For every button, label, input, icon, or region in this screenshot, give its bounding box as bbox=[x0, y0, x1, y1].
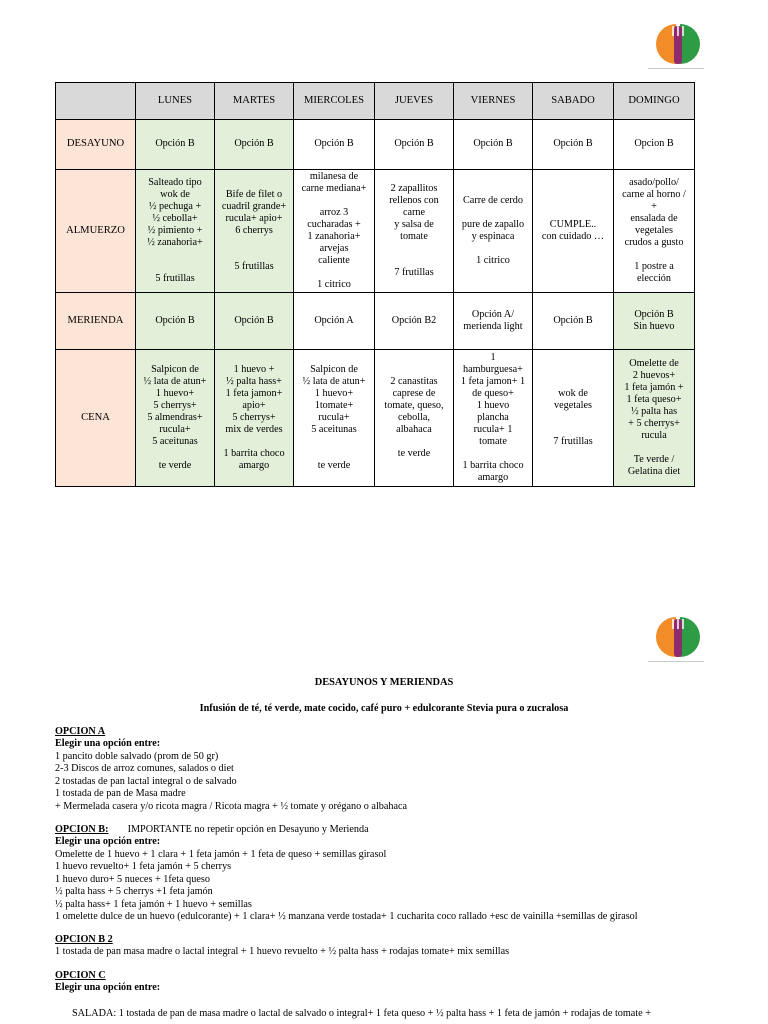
table-cell bbox=[614, 350, 695, 487]
cell-text: Omelette de 2 huevos+ 1 feta jamón + 1 feta queso+ ½ palta has + 5 cherrys+ rucula Te verde / Gelatina diet bbox=[624, 358, 684, 478]
table-cell bbox=[614, 293, 695, 350]
cell-text: asado/pollo/ carne al horno / + ensalada de vegetales crudos a gusto 1 postre a elección bbox=[622, 177, 686, 285]
nutrition-logo bbox=[654, 20, 702, 68]
table-cell bbox=[454, 293, 533, 350]
day-header: SABADO bbox=[533, 83, 614, 120]
list-item: 1 huevo duro+ 5 nueces + 1feta queso bbox=[55, 873, 210, 885]
list-item: 2 tostadas de pan lactal integral o de salvado bbox=[55, 775, 237, 787]
cell-text: Salpicon de ½ lata de atun+ 1 huevo+ 1tomate+ rucula+ 5 aceitunas te verde bbox=[302, 364, 366, 472]
list-item: + Mermelada casera y/o ricota magra / Ricota magra + ½ tomate y orégano o albahaca bbox=[55, 800, 408, 812]
table-cell bbox=[454, 350, 533, 487]
cell-text: Carre de cerdo pure de zapallo y espinaca 1 citrico bbox=[461, 195, 525, 267]
cell-text: CUMPLE.. con cuidado … bbox=[541, 219, 605, 243]
section-title: DESAYUNOS Y MERIENDAS bbox=[314, 677, 454, 688]
cell-text: Opción B Sin huevo bbox=[633, 309, 675, 333]
table-cell bbox=[215, 350, 294, 487]
table-row bbox=[56, 350, 695, 487]
list-item: 1 tostada de pan masa madre o lactal integral + 1 huevo revuelto + ½ palta hass + rodajas tomate+ mix semillas bbox=[55, 946, 510, 958]
cell-text: Opción B bbox=[234, 315, 274, 327]
opcion-b2-heading: OPCION B 2 bbox=[55, 934, 113, 945]
table-row bbox=[56, 120, 695, 170]
day-header: MARTES bbox=[215, 83, 294, 120]
list-item: 1 huevo revuelto+ 1 feta jamón + 5 cherrys bbox=[55, 861, 232, 873]
meal-label: DESAYUNO bbox=[56, 120, 136, 170]
opcion-c-block bbox=[55, 970, 160, 995]
table-cell bbox=[454, 170, 533, 293]
day-header: MIERCOLES bbox=[294, 83, 375, 120]
table-cell bbox=[454, 120, 533, 170]
table-cell bbox=[294, 293, 375, 350]
cell-text: Salteado tipo wok de ½ pechuga + ½ cebolla+ ½ pimiento + ½ zanahoria+ 5 frutillas bbox=[147, 177, 203, 285]
cell-text: Bife de filet o cuadril grande+ rucula+ apio+ 6 cherrys 5 frutillas bbox=[221, 189, 287, 273]
table-row bbox=[56, 170, 695, 293]
table-cell bbox=[614, 170, 695, 293]
opcion-b-note: IMPORTANTE no repetir opción en Desayuno y Merienda bbox=[127, 824, 369, 835]
cell-text: Opción B bbox=[314, 138, 354, 150]
list-item: Omelette de 1 huevo + 1 clara + 1 feta jamón + 1 feta de queso + semillas girasol bbox=[55, 848, 387, 860]
table-cell bbox=[294, 170, 375, 293]
day-header: JUEVES bbox=[375, 83, 454, 120]
cell-text: 1 huevo + ½ palta hass+ 1 feta jamon+ apio+ 5 cherrys+ mix de verdes 1 barrita choco amargo bbox=[223, 364, 285, 472]
list-item: 1 omelette dulce de un huevo (edulcorante) + 1 clara+ ½ manzana verde tostada+ 1 cucharita coco rallado +esc de vainilla +semillas de girasol bbox=[55, 911, 638, 923]
table-cell bbox=[533, 350, 614, 487]
cell-text: Opción A bbox=[314, 315, 354, 327]
choose-label: Elegir una opción entre: bbox=[55, 836, 161, 848]
cell-text: Opción B bbox=[553, 138, 593, 150]
cell-text: Opción B bbox=[553, 315, 593, 327]
table-row bbox=[56, 293, 695, 350]
table-cell bbox=[533, 293, 614, 350]
choose-label: Elegir una opción entre: bbox=[55, 738, 161, 750]
section-subtitle: Infusión de té, té verde, mate cocido, café puro + edulcorante Stevia pura o zucralosa bbox=[199, 703, 569, 714]
corner-cell bbox=[56, 83, 136, 120]
nutrition-logo bbox=[654, 613, 702, 661]
table-cell bbox=[215, 293, 294, 350]
table-cell bbox=[294, 350, 375, 487]
day-header: LUNES bbox=[136, 83, 215, 120]
opcion-b2-block bbox=[55, 934, 509, 959]
opcion-a-block bbox=[55, 726, 407, 813]
meal-label: CENA bbox=[56, 350, 136, 487]
meal-label: MERIENDA bbox=[56, 293, 136, 350]
opcion-c-salada: SALADA: 1 tostada de pan de masa madre o lactal de salvado o integral+ 1 feta queso + ½ palta hass + 1 feta de jamón + rodajas de tomate + bbox=[72, 1008, 651, 1019]
table-cell bbox=[533, 170, 614, 293]
opcion-b-block bbox=[55, 824, 638, 924]
table-cell bbox=[614, 120, 695, 170]
list-item: 1 tostada de pan de Masa madre bbox=[55, 788, 186, 800]
list-item: ½ palta hass + 5 cherrys +1 feta jamón bbox=[55, 886, 213, 898]
cell-text: Opción B bbox=[155, 315, 195, 327]
list-item: ½ palta hass+ 1 feta jamón + 1 huevo + semillas bbox=[55, 898, 252, 910]
day-header: VIERNES bbox=[454, 83, 533, 120]
cell-text: Opción B bbox=[473, 138, 513, 150]
table-cell bbox=[215, 170, 294, 293]
table-cell bbox=[375, 293, 454, 350]
list-item: 1 pancito doble salvado (prom de 50 gr) bbox=[55, 750, 219, 762]
cell-text: Opción B bbox=[234, 138, 274, 150]
opcion-b-heading: OPCION B: bbox=[55, 824, 109, 835]
day-header: DOMINGO bbox=[614, 83, 695, 120]
list-item: 2-3 Discos de arroz comunes, salados o diet bbox=[55, 763, 234, 775]
opcion-a-heading: OPCION A bbox=[55, 726, 106, 737]
logo-underline bbox=[648, 661, 704, 662]
cell-text: Opción B bbox=[155, 138, 195, 150]
table-cell bbox=[136, 120, 215, 170]
cell-text: wok de vegetales 7 frutillas bbox=[553, 388, 593, 448]
cell-text: Salpicon de ½ lata de atun+ 1 huevo+ 5 cherrys+ 5 almendras+ rucula+ 5 aceitunas te verde bbox=[143, 364, 207, 472]
choose-label: Elegir una opción entre: bbox=[55, 982, 161, 994]
table-cell bbox=[215, 120, 294, 170]
weekly-meal-plan-table bbox=[55, 82, 695, 487]
meal-label: ALMUERZO bbox=[56, 170, 136, 293]
cell-text: 1 hamburguesa+ 1 feta jamon+ 1 de queso+ 1 huevo plancha rucula+ 1 tomate 1 barrita choco amargo bbox=[460, 352, 526, 484]
table-cell bbox=[136, 350, 215, 487]
logo-underline bbox=[648, 68, 704, 69]
cell-text: milanesa de carne mediana+ arroz 3 cucharadas + 1 zanahoria+ arvejas caliente 1 citrico bbox=[301, 171, 367, 291]
cell-text: Opción A/ merienda light bbox=[463, 309, 523, 333]
table-cell bbox=[136, 170, 215, 293]
table-cell bbox=[294, 120, 375, 170]
cell-text: 2 canastitas caprese de tomate, queso, cebolla, albahaca te verde bbox=[384, 376, 444, 460]
cell-text: Opción B2 bbox=[391, 315, 437, 327]
cell-text: 2 zapallitos rellenos con carne y salsa de tomate 7 frutillas bbox=[389, 183, 439, 279]
table-cell bbox=[136, 293, 215, 350]
cell-text: Opcion B bbox=[634, 138, 674, 150]
cell-text: Opción B bbox=[394, 138, 434, 150]
opcion-c-heading: OPCION C bbox=[55, 970, 106, 981]
table-cell bbox=[375, 350, 454, 487]
table-header-row bbox=[56, 83, 695, 120]
table-cell bbox=[375, 120, 454, 170]
table-cell bbox=[375, 170, 454, 293]
table-cell bbox=[533, 120, 614, 170]
